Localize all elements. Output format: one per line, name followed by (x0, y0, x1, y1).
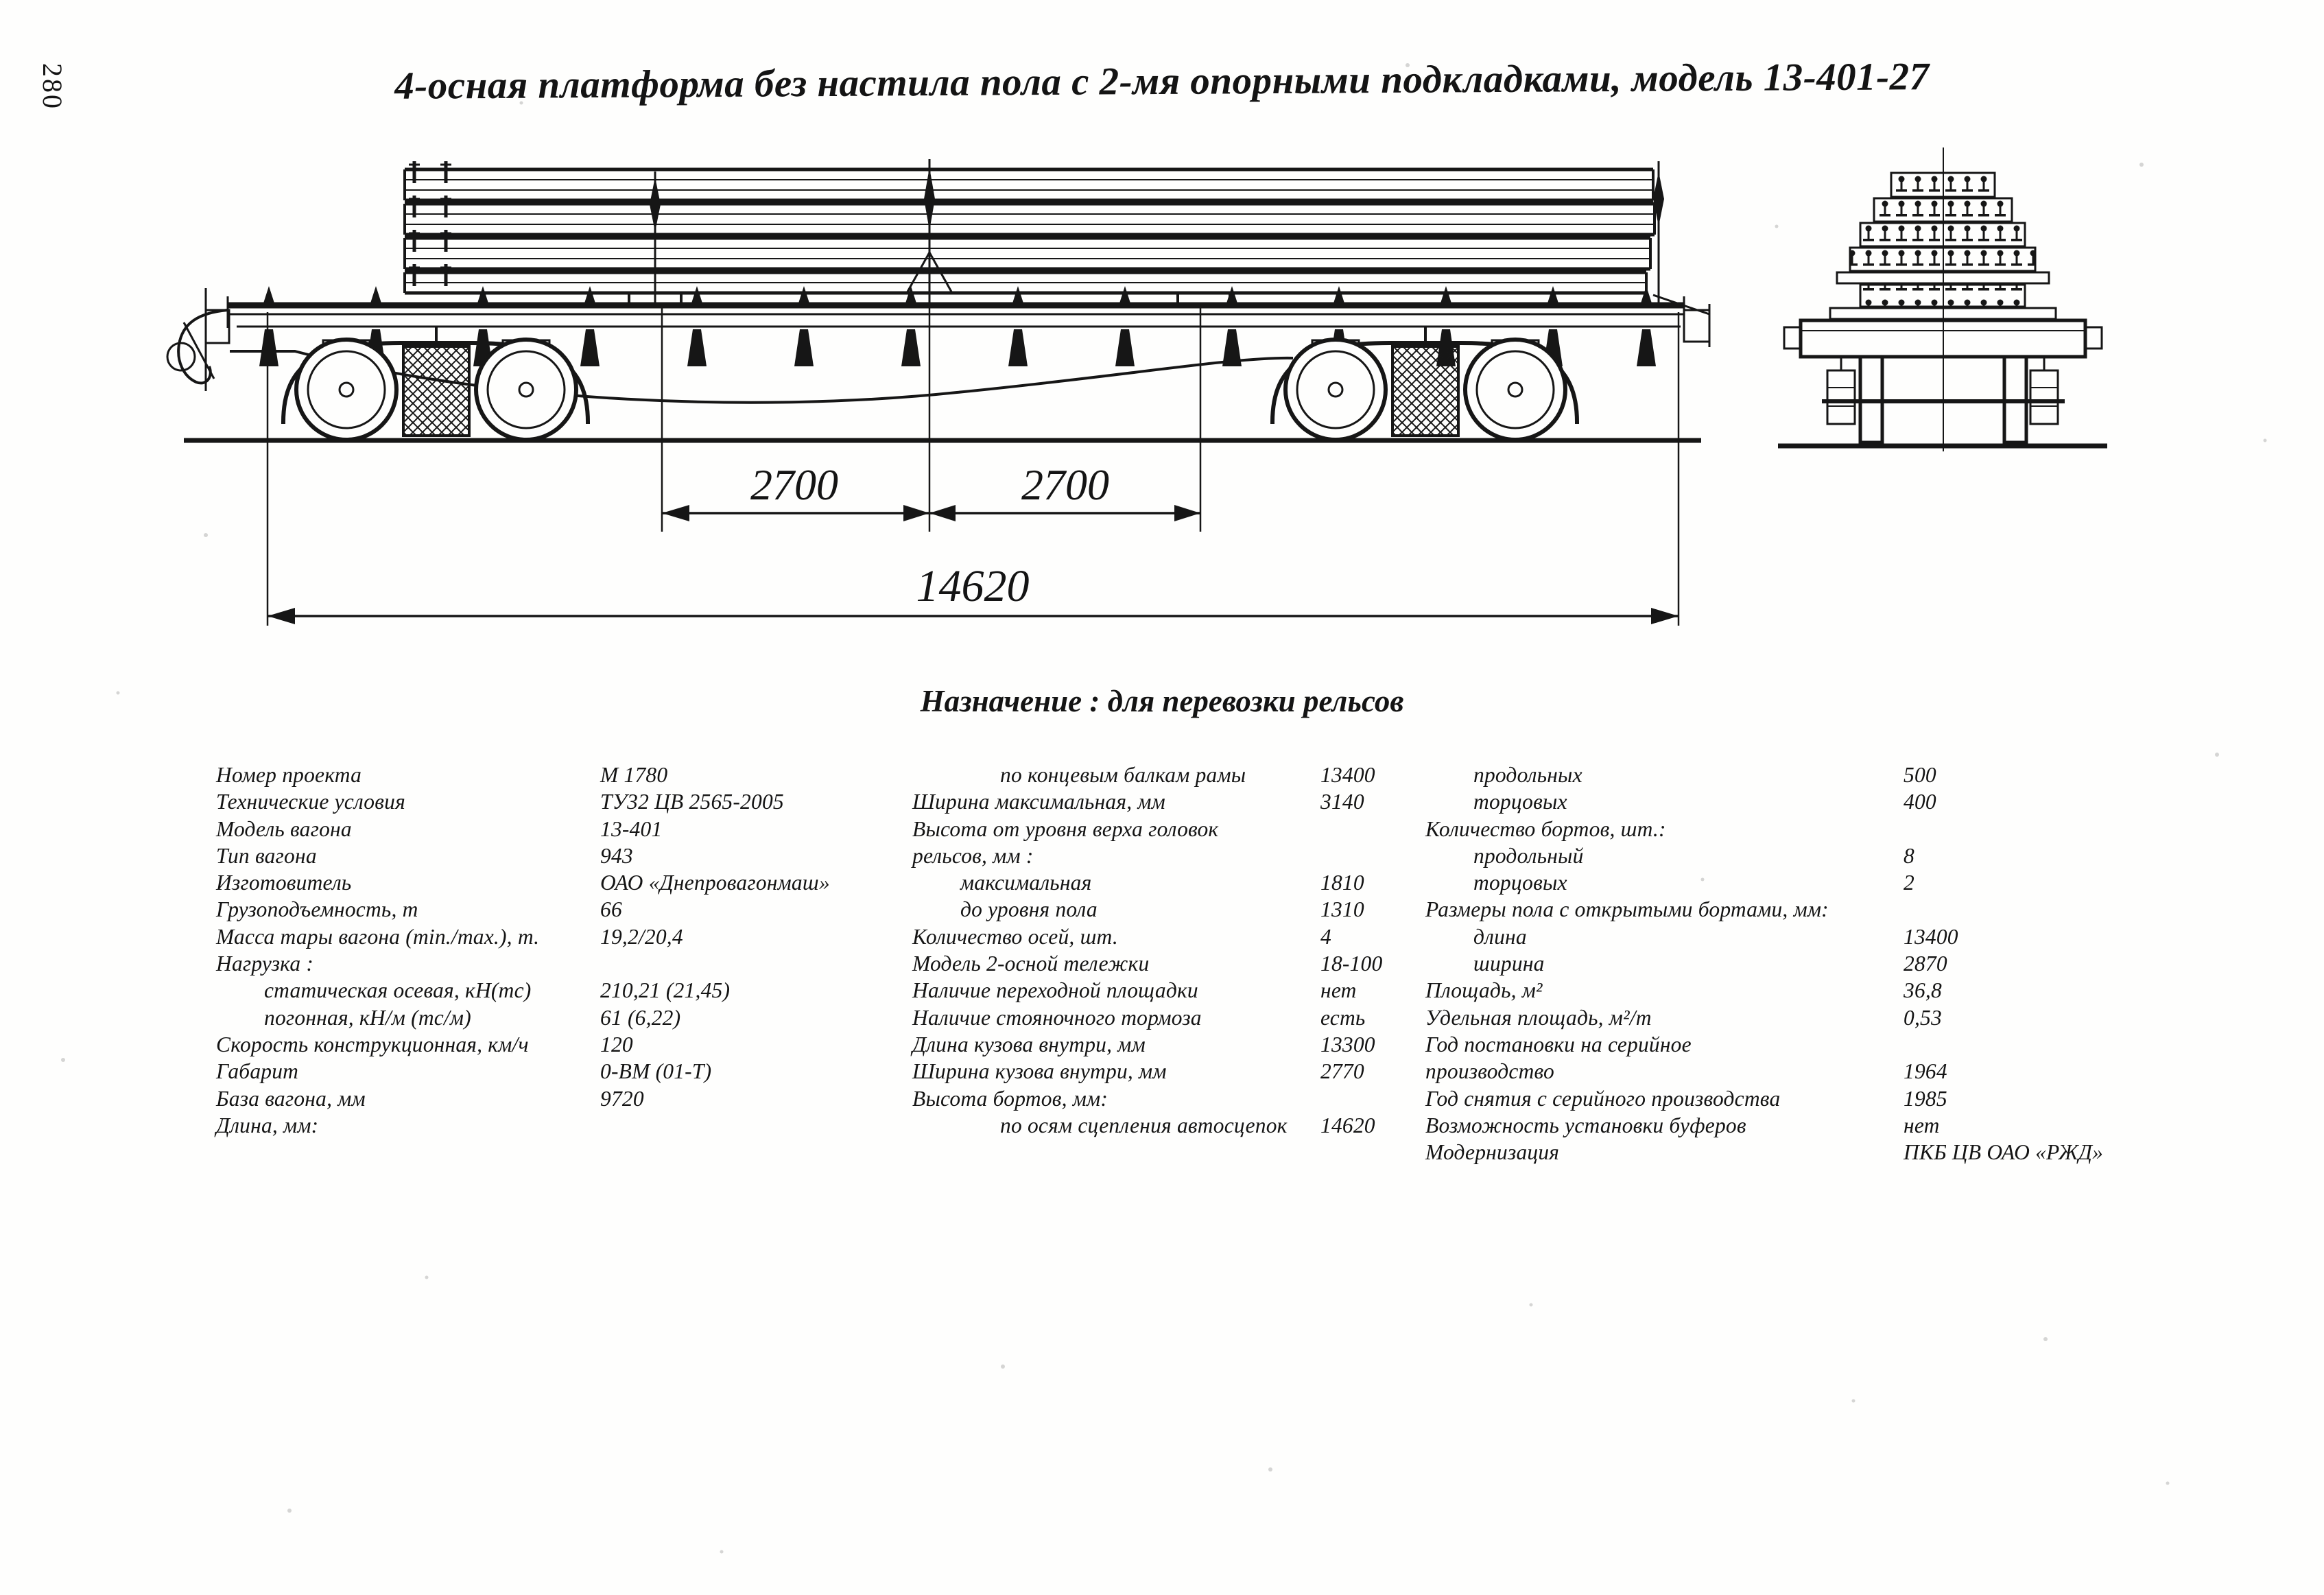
spec-value: 36,8 (1904, 978, 1942, 1003)
spec-label: Площадь, м² (1425, 978, 1543, 1003)
spec-label: Скорость конструкционная, км/ч (216, 1032, 529, 1056)
spec-value: 19,2/20,4 (600, 924, 683, 949)
spec-label: Модернизация (1425, 1140, 1560, 1165)
spec-value: нет (1320, 978, 1357, 1003)
spec-label: Тип вагона (216, 843, 317, 868)
spec-row (1425, 763, 2166, 790)
spec-label: погонная, кН/м (тс/м) (264, 1005, 471, 1030)
spec-value: 500 (1904, 763, 1936, 787)
spec-label: Модель 2-осной тележки (912, 952, 1150, 976)
spec-value: 2770 (1320, 1059, 1364, 1084)
spec-value: 13300 (1320, 1032, 1375, 1056)
purpose-line: Назначение : для перевозки рельсов (920, 684, 1404, 718)
spec-value: 8 (1904, 843, 1914, 868)
spec-row (216, 1113, 957, 1140)
spec-row (1425, 844, 2166, 871)
spec-label: Год снятия с серийного производства (1425, 1086, 1781, 1111)
spec-row (216, 1006, 957, 1032)
page-title: 4-осная платформа без настила пола с 2-мя опорными подкладками, модель 13-401-27 (394, 55, 1930, 108)
spec-label: по концевым балкам рамы (1000, 763, 1246, 787)
spec-row (216, 817, 957, 844)
spec-label: максимальная (960, 871, 1092, 895)
spec-value: 13-401 (600, 816, 663, 841)
spec-value: М 1780 (600, 763, 668, 787)
spec-value: ТУ32 ЦВ 2565-2005 (600, 790, 784, 814)
spec-value: 943 (600, 843, 633, 868)
spec-row (1425, 1059, 2166, 1086)
spec-value: 66 (600, 897, 622, 922)
spec-label: Нагрузка : (216, 952, 314, 976)
dim-label-total: 14620 (916, 561, 1030, 611)
spec-value: 1985 (1904, 1086, 1947, 1111)
spec-row (1425, 1140, 2166, 1167)
page-number: 280 (37, 63, 68, 110)
spec-label: Габарит (216, 1059, 299, 1084)
spec-label: длина (1473, 924, 1527, 949)
spec-row (1425, 925, 2166, 952)
spec-label: до уровня пола (960, 897, 1098, 922)
spec-label: Ширина кузова внутри, мм (912, 1059, 1167, 1084)
spec-row (1425, 897, 2166, 924)
spec-label: торцовых (1473, 790, 1567, 814)
spec-value: 120 (600, 1032, 633, 1056)
spec-label: продольных (1473, 763, 1582, 787)
spec-value: 1810 (1320, 871, 1364, 895)
spec-label: Наличие стояночного тормоза (912, 1005, 1202, 1030)
spec-row (1425, 1087, 2166, 1113)
dim-label-right: 2700 (1021, 460, 1109, 509)
spec-label: Год постановки на серийное (1425, 1032, 1692, 1056)
spec-label: Наличие переходной площадки (912, 978, 1198, 1003)
spec-label: База вагона, мм (216, 1086, 366, 1111)
spec-label: ширина (1473, 952, 1545, 976)
spec-label: Удельная площадь, м²/т (1425, 1005, 1652, 1030)
spec-row (216, 1032, 957, 1059)
spec-label: производство (1425, 1059, 1554, 1084)
spec-column-1 (216, 763, 957, 1140)
spec-value: 9720 (600, 1086, 644, 1111)
spec-value: 1964 (1904, 1059, 1947, 1084)
spec-value: 4 (1320, 924, 1331, 949)
spec-row (1425, 817, 2166, 844)
spec-row (1425, 1113, 2166, 1140)
spec-label: Высота от уровня верха головок (912, 816, 1219, 841)
spec-value: ПКБ ЦВ ОАО «РЖД» (1904, 1140, 2104, 1165)
spec-value: нет (1904, 1113, 1940, 1137)
spec-label: Длина, мм: (216, 1113, 319, 1137)
spec-value: 3140 (1320, 790, 1364, 814)
spec-value: 1310 (1320, 897, 1364, 922)
spec-row (216, 871, 957, 897)
spec-label: статическая осевая, кН(тс) (264, 978, 532, 1003)
spec-label: продольный (1473, 843, 1584, 868)
spec-value: 61 (6,22) (600, 1005, 681, 1030)
spec-label: рельсов, мм : (912, 843, 1034, 868)
spec-row (216, 925, 957, 952)
spec-label: Количество бортов, шт.: (1425, 816, 1666, 841)
spec-row (216, 897, 957, 924)
spec-label: Масса тары вагона (min./max.), т. (216, 924, 540, 949)
spec-value: есть (1320, 1005, 1366, 1030)
spec-label: торцовых (1473, 871, 1567, 895)
spec-row (216, 844, 957, 871)
spec-label: Грузоподъемность, т (216, 897, 418, 922)
spec-label: Количество осей, шт. (912, 924, 1118, 949)
spec-value: 2870 (1904, 952, 1947, 976)
dim-label-left: 2700 (750, 460, 838, 509)
spec-value: 13400 (1904, 924, 1958, 949)
spec-value: 14620 (1320, 1113, 1375, 1137)
spec-row (216, 790, 957, 816)
spec-row (1425, 952, 2166, 978)
spec-label: Ширина максимальная, мм (912, 790, 1165, 814)
spec-row (1425, 790, 2166, 816)
spec-row (1425, 871, 2166, 897)
spec-label: по осям сцепления автосцепок (1000, 1113, 1288, 1137)
spec-value: 0,53 (1904, 1005, 1942, 1030)
spec-row (216, 978, 957, 1005)
spec-label: Изготовитель (216, 871, 352, 895)
spec-label: Возможность установки буферов (1425, 1113, 1746, 1137)
spec-label: Номер проекта (216, 763, 362, 787)
spec-value: 18-100 (1320, 952, 1383, 976)
spec-value: 210,21 (21,45) (600, 978, 731, 1003)
spec-value: 13400 (1320, 763, 1375, 787)
spec-row (216, 1059, 957, 1086)
spec-label: Технические условия (216, 790, 405, 814)
spec-label: Размеры пола с открытыми бортами, мм: (1425, 897, 1829, 922)
spec-value: 400 (1904, 790, 1936, 814)
spec-label: Высота бортов, мм: (912, 1086, 1108, 1111)
spec-row (216, 1087, 957, 1113)
spec-label: Модель вагона (216, 816, 352, 841)
spec-value: ОАО «Днепровагонмаш» (600, 871, 830, 895)
spec-row (1425, 1032, 2166, 1059)
spec-value: 2 (1904, 871, 1914, 895)
spec-column-3 (1425, 763, 2166, 1167)
spec-label: Длина кузова внутри, мм (912, 1032, 1146, 1056)
spec-row (216, 952, 957, 978)
spec-row (216, 763, 957, 790)
spec-value: 0-ВМ (01-Т) (600, 1059, 712, 1084)
spec-row (1425, 978, 2166, 1005)
spec-row (1425, 1006, 2166, 1032)
